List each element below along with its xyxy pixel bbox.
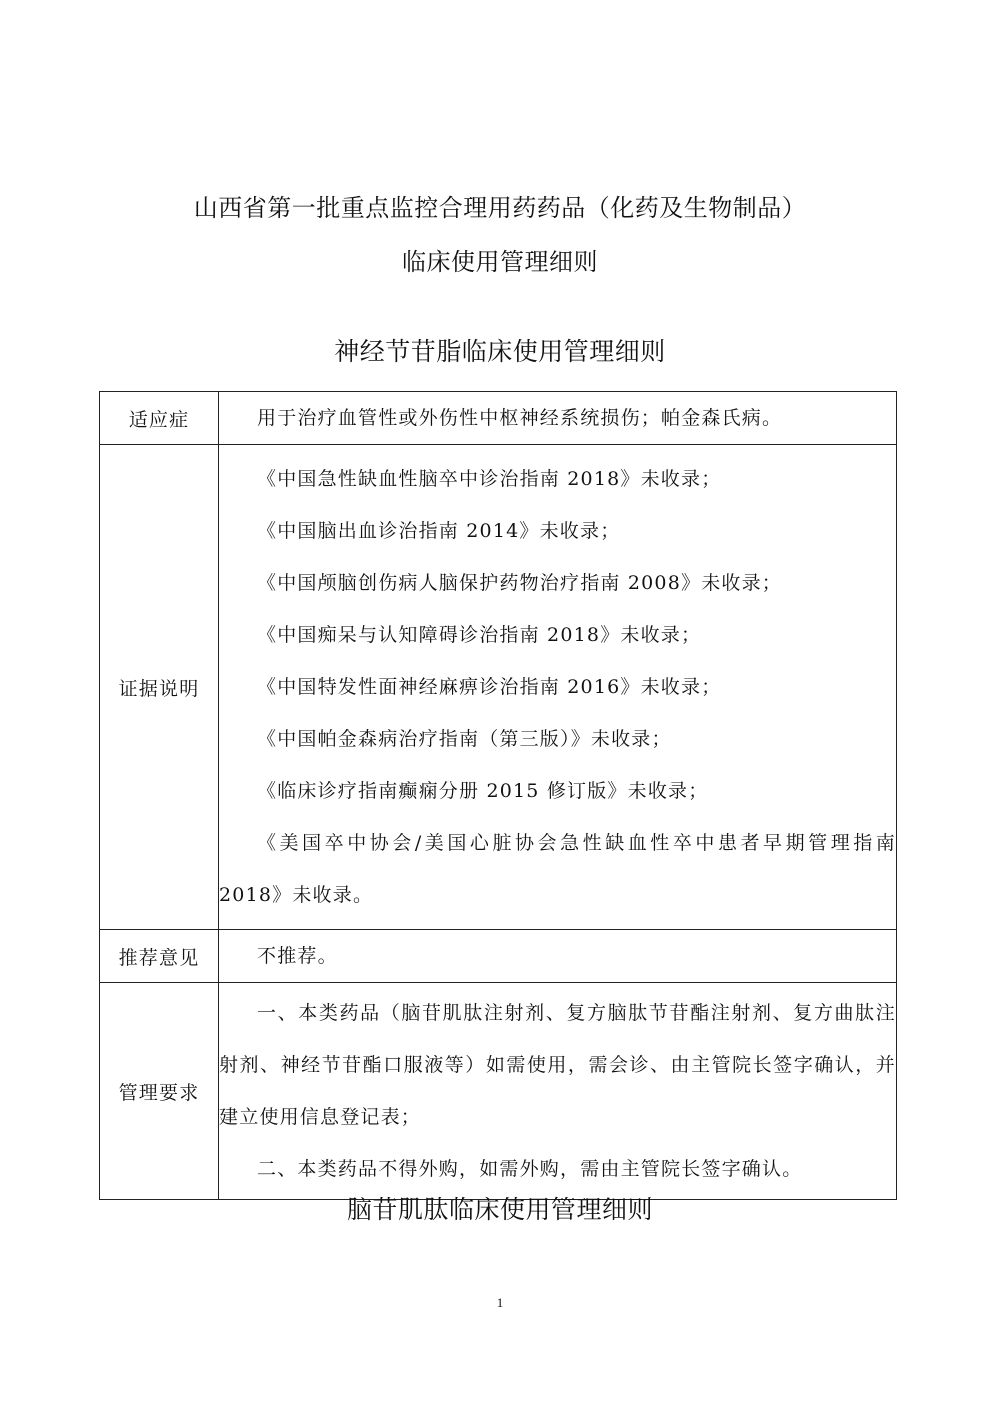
table-row-recommendation bbox=[100, 930, 897, 983]
document-title: 山西省第一批重点监控合理用药药品（化药及生物制品） bbox=[193, 194, 807, 222]
section-title-cerebroside: 脑苷肌肽临床使用管理细则 bbox=[346, 1195, 653, 1224]
management-item: 一、本类药品（脑苷肌肽注射剂、复方脑肽节苷酯注射剂、复方曲肽注射剂、神经节苷酯口服液等）如需使用，需会诊、由主管院长签字确认，并建立使用信息登记表； bbox=[219, 1002, 896, 1128]
row-content-evidence bbox=[219, 445, 897, 930]
management-rules-table bbox=[99, 391, 897, 1200]
row-label-indication: 适应症 bbox=[100, 392, 219, 445]
table-row-evidence bbox=[100, 445, 897, 930]
evidence-item: 《中国急性缺血性脑卒中诊治指南 2018》未收录； bbox=[257, 468, 722, 490]
row-content-indication bbox=[219, 392, 897, 445]
evidence-item: 《中国颅脑创伤病人脑保护药物治疗指南 2008》未收录； bbox=[257, 572, 782, 594]
row-label-management: 管理要求 bbox=[100, 983, 219, 1200]
evidence-item: 《中国帕金森病治疗指南（第三版）》未收录； bbox=[257, 728, 672, 750]
evidence-item: 《中国痴呆与认知障碍诊治指南 2018》未收录； bbox=[257, 624, 702, 646]
table-row-management bbox=[100, 983, 897, 1200]
evidence-item: 《美国卒中协会/美国心脏协会急性缺血性卒中患者早期管理指南 2018》未收录。 bbox=[219, 832, 896, 906]
evidence-item: 《临床诊疗指南癫痫分册 2015 修订版》未收录； bbox=[257, 780, 709, 802]
row-label-evidence: 证据说明 bbox=[100, 445, 219, 930]
evidence-item: 《中国脑出血诊治指南 2014》未收录； bbox=[257, 520, 621, 542]
row-content-management bbox=[219, 983, 897, 1200]
indication-text: 用于治疗血管性或外伤性中枢神经系统损伤；帕金森氏病。 bbox=[257, 407, 783, 429]
page-number: 1 bbox=[496, 1295, 504, 1310]
row-content-recommendation bbox=[219, 930, 897, 983]
evidence-item: 《中国特发性面神经麻痹诊治指南 2016》未收录； bbox=[257, 676, 722, 698]
recommendation-text: 不推荐。 bbox=[257, 945, 338, 967]
row-label-recommendation: 推荐意见 bbox=[100, 930, 219, 983]
section-title-ganglioside: 神经节苷脂临床使用管理细则 bbox=[334, 337, 666, 366]
table-row-indication bbox=[100, 392, 897, 445]
management-item: 二、本类药品不得外购，如需外购，需由主管院长签字确认。 bbox=[257, 1158, 803, 1180]
document-subtitle: 临床使用管理细则 bbox=[402, 248, 598, 276]
